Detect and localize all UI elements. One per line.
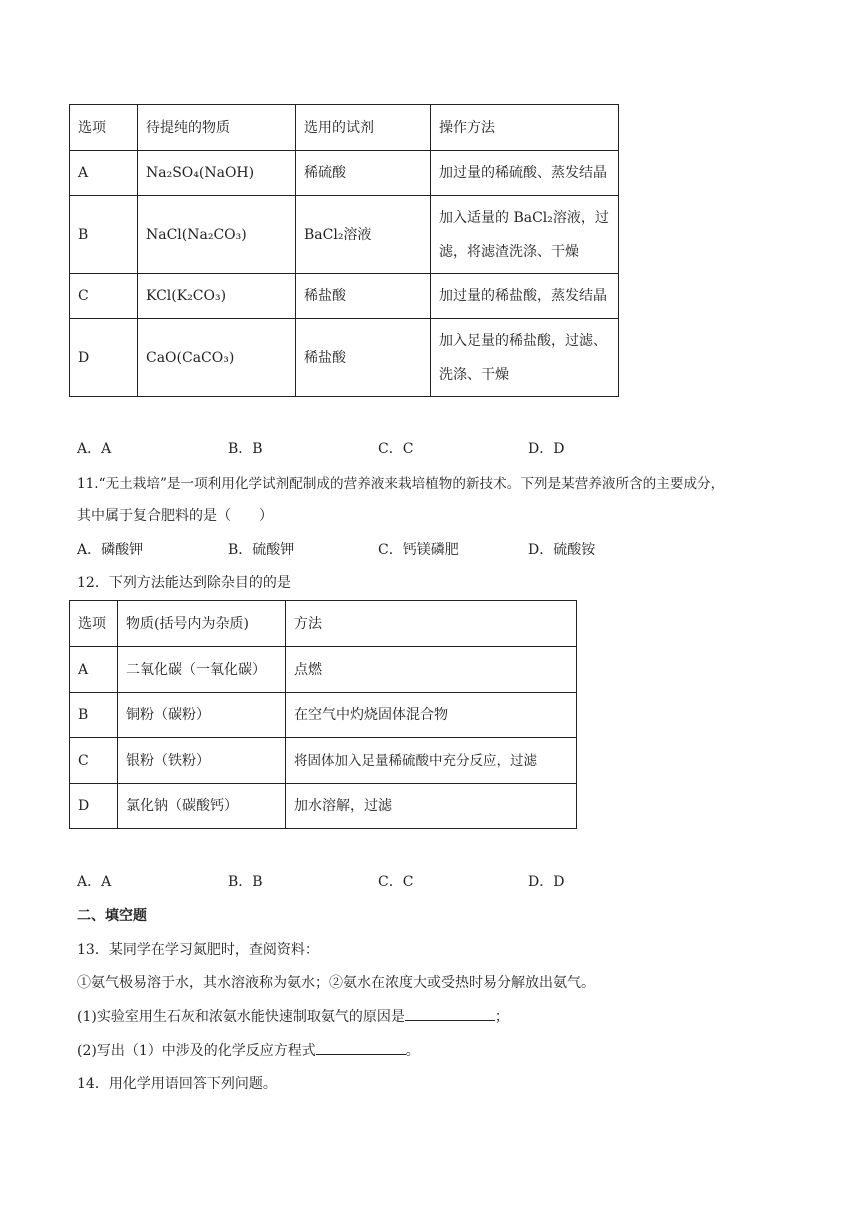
reagent-cell: 稀盐酸 (296, 319, 431, 397)
question-14-stem: 14．用化学用语回答下列问题。 (77, 1076, 277, 1092)
option-cell: A (70, 647, 118, 693)
table-row (70, 319, 619, 397)
answer-blank[interactable] (316, 1040, 406, 1055)
sub2-prefix: (2)写出（1）中涉及的化学反应方程式 (77, 1043, 316, 1059)
question-12-stem: 12．下列方法能达到除杂目的的是 (77, 575, 291, 591)
table-row (70, 196, 619, 274)
answer-option-a[interactable]: A．A (77, 441, 112, 457)
method-cell: 加水溶解，过滤 (286, 784, 577, 829)
reagent-cell: 稀硫酸 (296, 151, 431, 196)
option-cell: D (70, 784, 118, 829)
substance-cell: 铜粉（碳粉） (118, 693, 286, 738)
table-row (70, 274, 619, 319)
option-cell: D (70, 319, 138, 397)
method-line: 洗涤、干燥 (439, 366, 509, 383)
method-cell (431, 196, 619, 274)
answer-option-b[interactable]: B．硫酸钾 (228, 542, 295, 558)
reagent-cell: 稀盐酸 (296, 274, 431, 319)
answer-option-d[interactable]: D．硫酸铵 (528, 542, 596, 558)
table-row (70, 151, 619, 196)
sub2-suffix: 。 (405, 1043, 420, 1059)
method-line: 滤，将滤渣洗涤、干燥 (439, 243, 579, 260)
answer-option-c[interactable]: C．C (378, 874, 414, 890)
header-cell: 选项 (70, 105, 138, 151)
method-cell: 在空气中灼烧固体混合物 (286, 693, 577, 738)
substance-cell: 二氧化碳（一氧化碳） (118, 647, 286, 693)
option-cell: C (70, 274, 138, 319)
answer-option-d[interactable]: D．D (528, 874, 565, 890)
table-header-row (70, 105, 619, 151)
option-cell: B (70, 196, 138, 274)
option-cell: B (70, 693, 118, 738)
header-cell: 待提纯的物质 (138, 105, 296, 151)
question-13-stem: 13．某同学在学习氮肥时，查阅资料： (77, 942, 319, 958)
method-cell (431, 319, 619, 397)
table-row (70, 693, 577, 738)
substance-cell: 氯化钠（碳酸钙） (118, 784, 286, 829)
method-cell: 点燃 (286, 647, 577, 693)
option-cell: C (70, 738, 118, 784)
header-cell: 选项 (70, 601, 118, 647)
answer-option-b[interactable]: B．B (228, 441, 263, 457)
header-cell: 方法 (286, 601, 577, 647)
method-cell: 将固体加入足量稀硫酸中充分反应，过滤 (286, 738, 577, 784)
impurity-removal-table (69, 600, 577, 829)
substance-cell: KCl(K₂CO₃) (138, 274, 296, 319)
option-cell: A (70, 151, 138, 196)
question-13-info: ①氨气极易溶于水，其水溶液称为氨水；②氨水在浓度大或受热时易分解放出氨气。 (77, 975, 595, 991)
method-line: 加入适量的 BaCl₂溶液，过 (439, 209, 609, 226)
sub1-suffix: ； (494, 1009, 509, 1025)
method-cell: 加过量的稀盐酸，蒸发结晶 (431, 274, 619, 319)
table-row (70, 784, 577, 829)
section-title: 二、填空题 (77, 908, 147, 924)
substance-cell: 银粉（铁粉） (118, 738, 286, 784)
question-13-sub2 (77, 1040, 420, 1060)
question-11-stem: 11.“无土栽培”是一项利用化学试剂配制成的营养液来栽培植物的新技术。下列是某营养液所含的主要成分， (77, 476, 725, 492)
answer-option-c[interactable]: C．钙镁磷肥 (378, 542, 459, 558)
reagent-cell: BaCl₂溶液 (296, 196, 431, 274)
table-header-row (70, 601, 577, 647)
substance-cell: Na₂SO₄(NaOH) (138, 151, 296, 196)
answer-option-c[interactable]: C．C (378, 441, 414, 457)
question-11-stem-cont: 其中属于复合肥料的是（ ） (77, 508, 273, 524)
method-cell: 加过量的稀硫酸、蒸发结晶 (431, 151, 619, 196)
table-row (70, 647, 577, 693)
answer-option-b[interactable]: B．B (228, 874, 263, 890)
answer-option-d[interactable]: D．D (528, 441, 565, 457)
header-cell: 物质(括号内为杂质) (118, 601, 286, 647)
answer-option-a[interactable]: A．A (77, 874, 112, 890)
purification-table (69, 104, 619, 397)
question-13-sub1 (77, 1006, 509, 1026)
substance-cell: CaO(CaCO₃) (138, 319, 296, 397)
method-line: 加入足量的稀盐酸，过滤、 (439, 332, 607, 349)
sub1-prefix: (1)实验室用生石灰和浓氨水能快速制取氨气的原因是 (77, 1009, 405, 1025)
header-cell: 选用的试剂 (296, 105, 431, 151)
answer-option-a[interactable]: A．磷酸钾 (77, 542, 144, 558)
substance-cell: NaCl(Na₂CO₃) (138, 196, 296, 274)
table-row (70, 738, 577, 784)
answer-blank[interactable] (405, 1006, 495, 1021)
header-cell: 操作方法 (431, 105, 619, 151)
